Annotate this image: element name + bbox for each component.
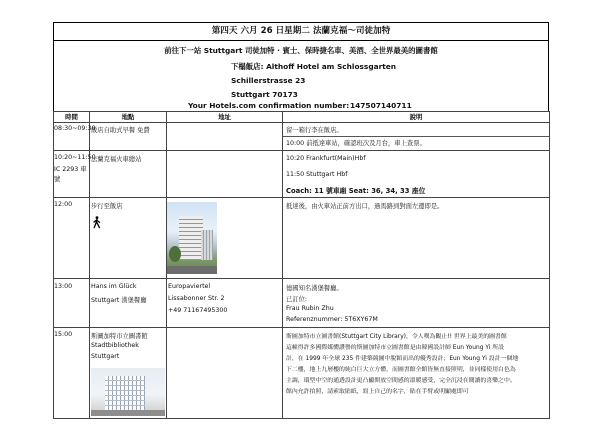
hotel-city: Stuttgart 70173 (231, 90, 298, 99)
schedule-table (53, 111, 550, 419)
hotel-info-box (53, 41, 549, 112)
table-row (54, 123, 550, 151)
row-place: 法蘭克福火車總站 (91, 156, 142, 163)
header-notes: 說明 (283, 112, 550, 123)
row-time: 13:00 (54, 283, 73, 290)
row-place: 飯店自助式早餐 免費 (91, 127, 150, 134)
header-place: 地點 (90, 112, 167, 123)
walking-person-icon (92, 216, 102, 228)
row-note: 斯圖加特市立圖書館(Stuttgart City Library)，令人嘆為觀止!! 世界上最美的圖書館 (286, 334, 507, 340)
row-train-number: IC 2293 車 (54, 166, 87, 173)
row-place: Hans im Glück (91, 283, 137, 290)
row-place: Stuttgart 漢堡餐廳 (91, 297, 147, 304)
row-note: 10:00 前抵達車站，確認班次及月台，車上查票。 (286, 140, 426, 147)
table-header-row (54, 112, 550, 123)
row-place: Stuttgart (91, 353, 120, 360)
row-note: 館內允許拍照，請索取貼紙，寫上自己的名字，貼在手臂或明顯處即可 (286, 389, 469, 395)
row-note: 11:50 Stuttgart Hbf (286, 171, 348, 178)
row-note: 已訂位: (286, 296, 308, 303)
row-place: 斯圖加特市立圖書館 (91, 333, 148, 340)
hotel-street: Schillerstrasse 23 (231, 76, 306, 85)
row-note: 10:20 Frankfurt(Main)Hbf (286, 155, 366, 162)
header-time: 時間 (54, 112, 90, 123)
confirmation-number: 147507140711 (350, 101, 412, 110)
hotel-name: 下榻飯店: Althoff Hotel am Schlossgarten (231, 62, 397, 71)
row-address: Europaviertel (168, 283, 211, 290)
row-coach-seat: Coach: 11 號車廂 Seat: 36, 34, 33 座位 (286, 187, 426, 195)
table-row (54, 198, 550, 279)
row-note: 計，在 1999 年全球 235 件建築競圖中脫穎而出的優秀設計；Eun Young Yi 設計一個地 (286, 356, 519, 362)
row-place: 步行至飯店 (91, 203, 123, 210)
table-row (54, 151, 550, 198)
next-stop-line: 前往下一站 Stuttgart 司徒加特 · 賓士、保時捷名車、美酒、全世界最美的圖書館 (164, 46, 438, 55)
row-note: 下二樓，地上九層樓的純白巨大立方體，而圖書館全館皆無直接照明，並同樣使用白色為 (286, 367, 516, 373)
row-note: 留一箱行李在飯店。 (286, 127, 343, 134)
table-row (54, 328, 550, 419)
row-reference-number: Referenznummer: 5T6XY67M (286, 316, 378, 323)
row-time: 10:20~11:50 (54, 154, 96, 161)
confirmation-label: Your Hotels.com confirmation number: (188, 101, 350, 110)
row-note: 主調，環型中空的通透設計更凸顯開放空間感的溫暖感受，完全沉浸在閱讀的喜樂之中。 (286, 378, 516, 384)
row-time: 08:30~09:30 (54, 125, 96, 132)
day-title: 第四天 六月 26 日星期二 法蘭克福～司徒加特 (53, 22, 549, 41)
row-phone: +49 71167495300 (168, 307, 228, 314)
row-note: 這幢得許多國際媒體讚譽的斯圖加特市立圖書館是由韓國設計師 Eun Young Yi 所設 (286, 345, 505, 351)
row-note: 德國知名漢堡餐廳。 (286, 285, 343, 292)
row-note: Frau Rubin Zhu (286, 305, 334, 312)
row-place: Stadtbibliothek (91, 342, 139, 349)
row-train-number-suffix: 號 (54, 176, 61, 183)
table-row (54, 279, 550, 328)
row-address: Lissabonner Str. 2 (168, 295, 225, 302)
row-note: 抵達後，由火車站正前方出口，過馬路到對面左邊即是。 (286, 203, 444, 210)
row-time: 12:00 (54, 201, 73, 208)
hotel-building-photo (167, 202, 217, 274)
header-address: 地址 (167, 112, 283, 123)
library-cube-photo (91, 368, 165, 416)
row-time: 15:00 (54, 331, 73, 338)
